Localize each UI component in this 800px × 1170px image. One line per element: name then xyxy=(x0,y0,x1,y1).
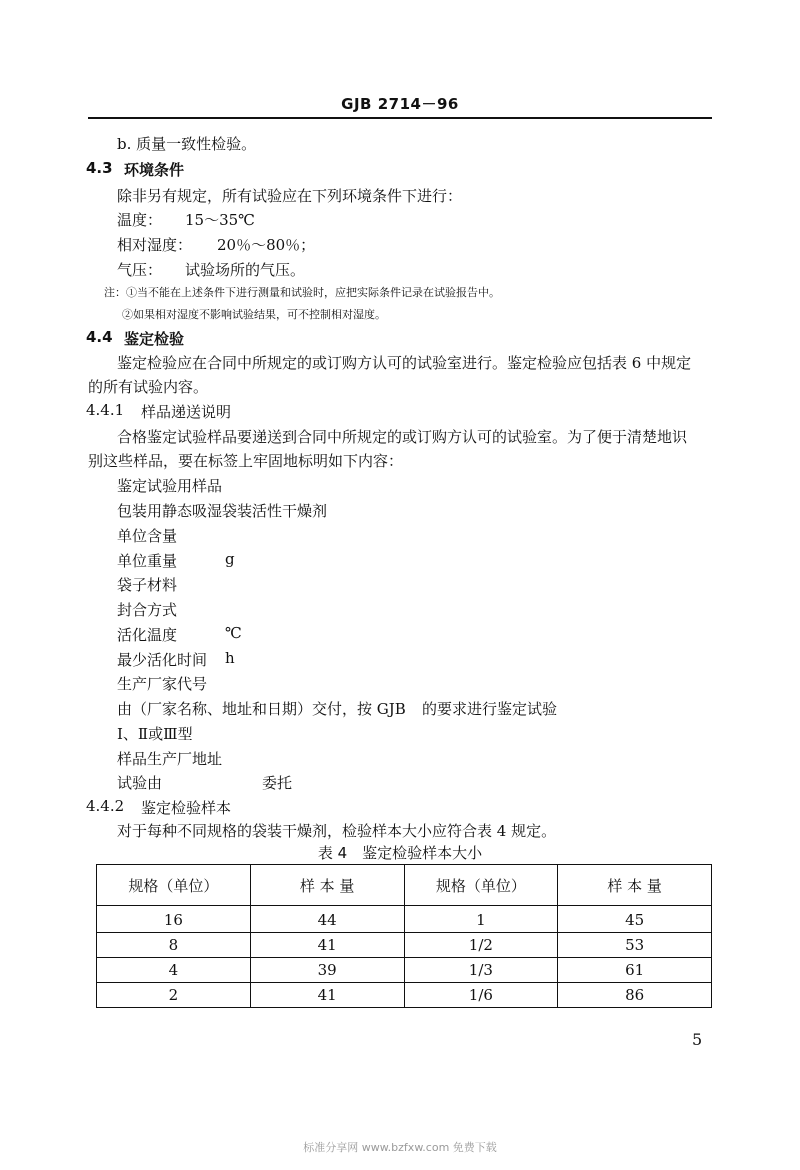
table-cell: 41 xyxy=(250,983,404,1008)
label-item-type: Ⅰ、Ⅱ或Ⅲ型 xyxy=(117,725,193,743)
table-header-cell: 样 本 量 xyxy=(250,865,404,906)
table-cell: 1/3 xyxy=(404,958,558,983)
table-row xyxy=(97,933,712,958)
activation-temp-unit: ℃ xyxy=(225,624,242,642)
section-4-4-number: 4.4 xyxy=(86,328,113,346)
section-4-4-2-title: 鉴定检验样本 xyxy=(141,799,232,817)
table-cell: 39 xyxy=(250,958,404,983)
pressure-label: 气压： xyxy=(117,261,163,279)
qualification-para-line1: 鉴定检验应在合同中所规定的或订购方认可的试验室进行。鉴定检验应包括表 6 中规定 xyxy=(117,354,692,372)
label-item-delivery-text-end: 的要求进行鉴定试验 xyxy=(422,700,558,718)
sample-size-table xyxy=(96,864,712,1008)
table-cell: 45 xyxy=(558,906,712,933)
table-cell: 53 xyxy=(558,933,712,958)
section-4-4-1-number: 4.4.1 xyxy=(86,401,125,419)
note-2: ②如果相对湿度不影响试验结果，可不控制相对湿度。 xyxy=(122,308,386,321)
label-item-unit-content: 单位含量 xyxy=(117,527,178,545)
label-item-sealing-method: 封合方式 xyxy=(117,601,178,619)
label-item-qualification-sample: 鉴定试验用样品 xyxy=(117,477,223,495)
watermark-footer: 标准分享网 www.bzfxw.com 免费下载 xyxy=(303,1141,497,1154)
label-item-manufacturer-code: 生产厂家代号 xyxy=(117,675,208,693)
table-header-cell: 规格（单位） xyxy=(97,865,251,906)
label-item-desiccant: 包装用静态吸湿袋装活性干燥剂 xyxy=(117,502,328,520)
table-cell: 61 xyxy=(558,958,712,983)
section-4-3-title: 环境条件 xyxy=(124,161,185,179)
table-header-cell: 规格（单位） xyxy=(404,865,558,906)
table-cell: 86 xyxy=(558,983,712,1008)
temperature-label: 温度： xyxy=(117,211,163,229)
label-item-activation-temp: 活化温度 xyxy=(117,626,178,644)
table-cell: 16 xyxy=(97,906,251,933)
label-item-bag-material: 袋子材料 xyxy=(117,576,178,594)
qualification-para-line2: 的所有试验内容。 xyxy=(88,378,209,396)
table-cell: 8 xyxy=(97,933,251,958)
label-item-min-activation-time: 最少活化时间 xyxy=(117,651,208,669)
label-item-test-by: 试验由 xyxy=(117,774,163,792)
activation-time-unit: h xyxy=(225,649,235,667)
temperature-value: 15～35℃ xyxy=(185,211,255,229)
table-cell: 41 xyxy=(250,933,404,958)
sample-para-line2: 别这些样品，要在标签上牢固地标明如下内容： xyxy=(88,452,404,470)
table-cell: 1/6 xyxy=(404,983,558,1008)
env-intro-text: 除非另有规定，所有试验应在下列环境条件下进行： xyxy=(117,187,463,205)
label-item-delivery-text: 由（厂家名称、地址和日期）交付，按 GJB xyxy=(117,700,406,718)
table-cell: 4 xyxy=(97,958,251,983)
humidity-label: 相对湿度： xyxy=(117,236,193,254)
section-4-3-number: 4.3 xyxy=(86,159,113,177)
unit-weight-unit: g xyxy=(225,550,235,568)
table-cell: 1 xyxy=(404,906,558,933)
label-item-manufacturer-address: 样品生产厂地址 xyxy=(117,750,223,768)
table-header-row xyxy=(97,865,712,906)
label-item-entrusted: 委托 xyxy=(262,774,293,792)
sample-size-para: 对于每种不同规格的袋装干燥剂，检验样本大小应符合表 4 规定。 xyxy=(117,822,557,840)
section-4-4-title: 鉴定检验 xyxy=(124,330,185,348)
item-b-text: b. 质量一致性检验。 xyxy=(117,135,257,153)
label-item-unit-weight: 单位重量 xyxy=(117,552,178,570)
document-code-header: GJB 2714－96 xyxy=(341,95,459,113)
humidity-value: 20％～80％； xyxy=(217,236,316,254)
table-cell: 1/2 xyxy=(404,933,558,958)
note-1: 注：①当不能在上述条件下进行测量和试验时，应把实际条件记录在试验报告中。 xyxy=(104,286,500,299)
section-4-4-2-number: 4.4.2 xyxy=(86,797,125,815)
pressure-value: 试验场所的气压。 xyxy=(185,261,306,279)
table-row xyxy=(97,983,712,1008)
page-number: 5 xyxy=(692,1030,703,1049)
table-row xyxy=(97,906,712,933)
table-header-cell: 样 本 量 xyxy=(558,865,712,906)
table-caption: 表 4 鉴定检验样本大小 xyxy=(317,844,483,862)
table-row xyxy=(97,958,712,983)
sample-para-line1: 合格鉴定试验样品要递送到合同中所规定的或订购方认可的试验室。为了便于清楚地识 xyxy=(117,428,688,446)
table-cell: 2 xyxy=(97,983,251,1008)
header-rule xyxy=(88,117,712,119)
table-cell: 44 xyxy=(250,906,404,933)
section-4-4-1-title: 样品递送说明 xyxy=(141,403,232,421)
